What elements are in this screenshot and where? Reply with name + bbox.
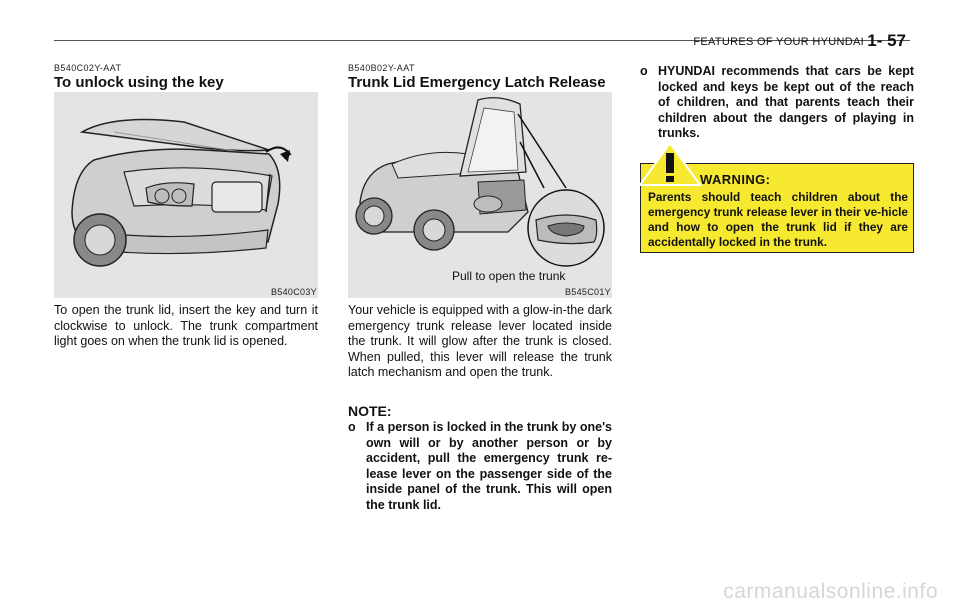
car-open-trunk-icon — [348, 92, 612, 298]
recommendation-bullet: o — [640, 64, 648, 78]
note-bullet: o — [348, 420, 356, 434]
recommendation-text: HYUNDAI recommends that cars be kept locked and keys be kept out of the reach of children, and that parents teach their children about the dangers of playing in trunks. — [658, 64, 914, 140]
left-heading: To unlock using the key — [54, 74, 224, 91]
emergency-latch-illustration — [348, 92, 612, 298]
middle-figure-code: B545C01Y — [565, 287, 611, 297]
note-text: If a person is locked in the trunk by one's own will or by another person or by accident, pull the emergency trunk re-lease lever on the passenger side of the inside panel of the trunk. This will open the trunk lid. — [366, 420, 612, 512]
note-heading: NOTE: — [348, 403, 392, 419]
left-section-code: B540C02Y-AAT — [54, 63, 122, 73]
section-label: FEATURES OF YOUR HYUNDAI — [693, 36, 864, 48]
note-item — [348, 420, 612, 513]
left-body-text: To open the trunk lid, insert the key and turn it clockwise to unlock. The trunk compartment light goes on when the trunk lid is opened. — [54, 303, 318, 348]
figure-caption: Pull to open the trunk — [452, 269, 566, 283]
middle-body-text: Your vehicle is equipped with a glow-in-the dark emergency trunk release lever located inside the trunk. It will glow after the trunk is closed. When pulled, this lever will release the trunk latch mechanism and open the trunk. — [348, 303, 612, 379]
watermark: carmanualsonline.info — [723, 580, 938, 603]
car-rear-key-icon — [54, 92, 318, 298]
left-figure-code: B540C03Y — [271, 287, 317, 297]
recommendation-item — [640, 64, 914, 142]
warning-title: WARNING: — [700, 172, 771, 187]
trunk-key-illustration — [54, 92, 318, 298]
page-number: 1- 57 — [867, 31, 906, 50]
warning-triangle-icon — [638, 141, 702, 187]
middle-section-code: B540B02Y-AAT — [348, 63, 415, 73]
warning-text: Parents should teach children about the emergency trunk release lever in their ve-hicle and how to open the trunk lid if they are accidentally locked in the trunk. — [648, 190, 908, 249]
middle-heading: Trunk Lid Emergency Latch Release — [348, 74, 606, 91]
